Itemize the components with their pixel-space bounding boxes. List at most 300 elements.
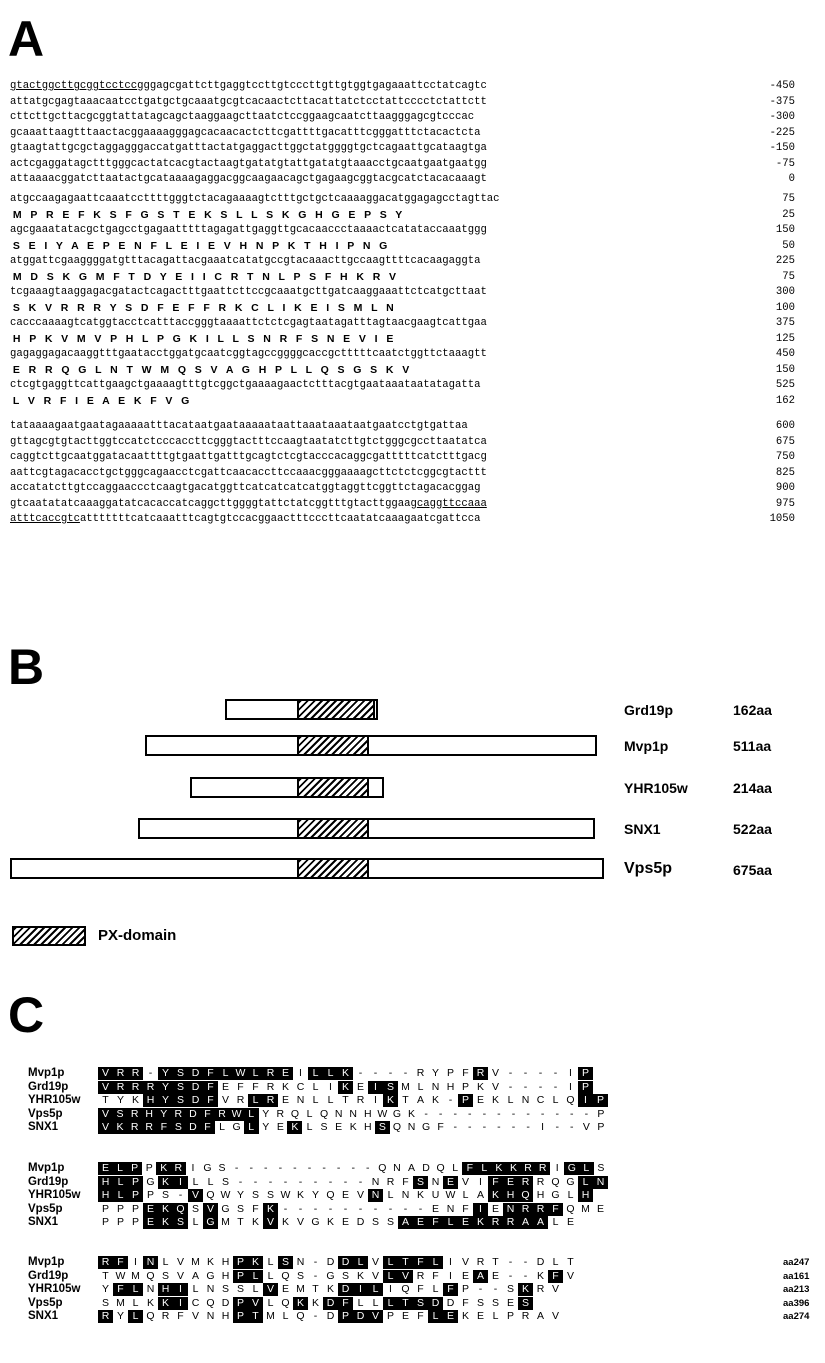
alignment-residue: Y bbox=[311, 1189, 319, 1201]
alignment-residue: N bbox=[521, 1094, 530, 1106]
alignment-residue: - bbox=[366, 1162, 370, 1174]
alignment-residue: I bbox=[473, 1203, 488, 1216]
alignment-residue: L bbox=[282, 1310, 289, 1322]
nucleotide-line: actcgaggatagctttgggcactatcacgtactaagtgatatgtattgatatgtaaacctgcaatgaatgaatgg bbox=[10, 157, 487, 170]
px-domain-hatch bbox=[297, 858, 369, 879]
panel-a-label: A bbox=[8, 11, 45, 67]
alignment-residue: F bbox=[413, 1256, 428, 1269]
alignment-residue: - bbox=[553, 1080, 558, 1093]
alignment-residue: L bbox=[207, 1175, 214, 1188]
alignment-residue: - bbox=[468, 1107, 472, 1120]
alignment-residue: K bbox=[326, 1216, 334, 1228]
alignment-residue: K bbox=[518, 1283, 533, 1296]
alignment-residue: P bbox=[128, 1189, 143, 1202]
alignment-residue: - bbox=[493, 1283, 498, 1295]
alignment-residue: D bbox=[422, 1162, 430, 1174]
alignment-residue: - bbox=[508, 1080, 513, 1093]
protein-bar-yhr105w bbox=[190, 777, 384, 798]
alignment-residue: I bbox=[173, 1283, 188, 1296]
nucleotide-line: caggtcttgcaatggatacaattttgtgaattgatttgcagtctcgtacccacaggcgatttttcatctttgacg bbox=[10, 451, 487, 463]
alignment-residue: U bbox=[431, 1189, 440, 1201]
alignment-residue: L bbox=[267, 1269, 274, 1282]
alignment-residue: M bbox=[266, 1310, 275, 1322]
alignment-residue: K bbox=[476, 1080, 484, 1093]
alignment-residue: V bbox=[491, 1067, 499, 1079]
alignment-residue: F bbox=[462, 1162, 477, 1175]
alignment-residue: - bbox=[523, 1256, 528, 1268]
amino-acid-line: S E I Y A E P E N F L E I E V H N P K T H I P N G bbox=[10, 239, 388, 252]
alignment-residue: L bbox=[252, 1283, 259, 1295]
alignment-residue: T bbox=[102, 1094, 109, 1106]
alignment-residue: - bbox=[283, 1202, 288, 1215]
alignment-residue: - bbox=[313, 1256, 318, 1268]
alignment-residue: K bbox=[536, 1269, 544, 1282]
alignment-residue: V bbox=[191, 1310, 199, 1322]
alignment-residue: Q bbox=[551, 1175, 560, 1188]
protein-name: Vps5p bbox=[624, 860, 673, 877]
protein-name: YHR105w bbox=[624, 780, 688, 796]
alignment-residue: - bbox=[555, 1121, 559, 1133]
alignment-residue: F bbox=[488, 1176, 503, 1189]
alignment-residue: Q bbox=[146, 1269, 155, 1282]
alignment-residue: E bbox=[506, 1296, 514, 1309]
alignment-residue: N bbox=[143, 1256, 158, 1269]
alignment-residue: E bbox=[335, 1121, 343, 1133]
alignment-residue: L bbox=[383, 1270, 398, 1283]
alignment-residue: M bbox=[191, 1256, 200, 1268]
sequence-position-number: 75 bbox=[782, 270, 795, 283]
alignment-residue: L bbox=[113, 1162, 128, 1175]
alignment-residue: L bbox=[372, 1296, 379, 1309]
alignment-residue: E bbox=[503, 1176, 518, 1189]
alignment-residue: W bbox=[115, 1269, 126, 1282]
alignment-end-position: aa274 bbox=[783, 1311, 810, 1322]
alignment-residue: L bbox=[353, 1256, 368, 1269]
amino-acid-line: M D S K G M F T D Y E I I C R T N L P S F H K R V bbox=[10, 270, 397, 283]
alignment-residue: L bbox=[244, 1108, 259, 1121]
alignment-residue: - bbox=[343, 1202, 348, 1215]
alignment-residue: H bbox=[446, 1080, 455, 1093]
alignment-residue: K bbox=[349, 1121, 357, 1133]
px-domain-hatch bbox=[297, 777, 369, 798]
alignment-residue: V bbox=[263, 1216, 278, 1229]
alignment-residue: V bbox=[98, 1081, 113, 1094]
alignment-residue: L bbox=[192, 1175, 199, 1188]
alignment-residue: D bbox=[185, 1121, 200, 1134]
alignment-residue: G bbox=[203, 1162, 212, 1174]
alignment-residue: - bbox=[283, 1175, 288, 1188]
alignment-residue: E bbox=[491, 1269, 499, 1282]
alignment-residue: I bbox=[578, 1094, 593, 1107]
alignment-residue: R bbox=[161, 1310, 170, 1322]
alignment-residue: E bbox=[143, 1203, 158, 1216]
alignment-residue: F bbox=[156, 1121, 171, 1134]
sequence-position-number: 1050 bbox=[769, 513, 795, 525]
alignment-residue: D bbox=[221, 1296, 230, 1309]
alignment-residue: R bbox=[276, 1107, 285, 1120]
alignment-residue: K bbox=[281, 1080, 289, 1093]
sequence-position-number: 975 bbox=[775, 497, 795, 510]
alignment-residue: Q bbox=[173, 1203, 188, 1216]
alignment-residue: K bbox=[431, 1094, 439, 1106]
sequence-position-number: 162 bbox=[775, 394, 795, 407]
alignment-residue: L bbox=[312, 1094, 319, 1106]
alignment-residue: F bbox=[177, 1310, 184, 1322]
alignment-residue: - bbox=[351, 1162, 355, 1174]
alignment-residue: - bbox=[523, 1067, 528, 1079]
alignment-residue: R bbox=[142, 1121, 157, 1134]
alignment-residue: H bbox=[221, 1269, 230, 1282]
alignment-residue: K bbox=[311, 1296, 319, 1309]
alignment-residue: H bbox=[536, 1189, 545, 1201]
alignment-residue: - bbox=[482, 1107, 487, 1120]
alignment-residue: T bbox=[402, 1094, 409, 1106]
alignment-residue: V bbox=[371, 1256, 379, 1268]
alignment-residue: N bbox=[206, 1310, 215, 1322]
alignment-residue: I bbox=[569, 1080, 572, 1093]
alignment-residue: - bbox=[478, 1283, 483, 1295]
nucleotide-line: attaaaacggatcttaatactgcataaaagaggacggcaagaacagctgagaagcggtacgcatctacacaaagt bbox=[10, 173, 487, 185]
alignment-residue: Y bbox=[236, 1189, 244, 1201]
alignment-residue: V bbox=[248, 1297, 263, 1310]
alignment-residue: P bbox=[597, 1121, 605, 1133]
alignment-residue: L bbox=[306, 1107, 313, 1120]
sequence-position-number: 825 bbox=[775, 466, 795, 479]
alignment-residue: V bbox=[263, 1283, 278, 1296]
alignment-residue: L bbox=[552, 1256, 559, 1268]
alignment-residue: Y bbox=[158, 1094, 173, 1107]
alignment-residue: R bbox=[143, 1081, 158, 1094]
alignment-residue: I bbox=[555, 1162, 559, 1174]
alignment-residue: L bbox=[312, 1080, 319, 1093]
alignment-residue: - bbox=[538, 1067, 543, 1079]
alignment-residue: I bbox=[173, 1176, 188, 1189]
alignment-residue: K bbox=[491, 1162, 506, 1175]
alignment-residue: - bbox=[388, 1067, 393, 1079]
alignment-residue: F bbox=[428, 1216, 443, 1229]
alignment-residue: - bbox=[293, 1162, 297, 1174]
alignment-residue: D bbox=[338, 1283, 353, 1296]
alignment-residue: F bbox=[462, 1296, 469, 1309]
sequence-position-number: 125 bbox=[775, 332, 795, 345]
alignment-residue: V bbox=[371, 1269, 379, 1282]
alignment-residue: K bbox=[156, 1162, 171, 1175]
alignment-residue: E bbox=[221, 1080, 229, 1093]
alignment-residue: D bbox=[536, 1256, 545, 1268]
alignment-residue: L bbox=[357, 1296, 364, 1309]
alignment-residue: H bbox=[158, 1283, 173, 1296]
alignment-residue: L bbox=[162, 1256, 169, 1268]
alignment-residue: Q bbox=[296, 1310, 305, 1322]
alignment-residue: F bbox=[417, 1283, 424, 1295]
sequence-position-number: 25 bbox=[782, 208, 795, 221]
sequence-position-number: 900 bbox=[775, 482, 795, 494]
alignment-residue: R bbox=[416, 1269, 425, 1282]
alignment-residue: F bbox=[203, 1081, 218, 1094]
alignment-residue: - bbox=[148, 1067, 153, 1079]
alignment-residue: - bbox=[497, 1107, 501, 1120]
alignment-residue: Q bbox=[566, 1094, 575, 1106]
alignment-residue: H bbox=[221, 1256, 230, 1268]
alignment-residue: M bbox=[116, 1296, 125, 1309]
alignment-residue: S bbox=[375, 1121, 390, 1134]
alignment-residue: - bbox=[234, 1162, 239, 1174]
alignment-residue: E bbox=[596, 1202, 604, 1215]
alignment-residue: P bbox=[233, 1270, 248, 1283]
alignment-residue: P bbox=[233, 1297, 248, 1310]
alignment-residue: S bbox=[101, 1296, 109, 1309]
sequence-position-number: 300 bbox=[775, 286, 795, 298]
alignment-residue: H bbox=[363, 1121, 372, 1133]
sequence-position-number: 100 bbox=[775, 301, 795, 314]
alignment-residue: - bbox=[538, 1080, 543, 1093]
alignment-end-position: aa396 bbox=[783, 1297, 810, 1309]
alignment-sequence-name: YHR105w bbox=[28, 1283, 81, 1295]
alignment-residue: - bbox=[298, 1175, 303, 1188]
alignment-residue: L bbox=[323, 1067, 338, 1080]
alignment-residue: D bbox=[356, 1216, 365, 1228]
alignment-residue: L bbox=[306, 1121, 313, 1133]
alignment-residue: E bbox=[341, 1216, 349, 1228]
alignment-residue: R bbox=[356, 1094, 365, 1106]
nucleotide-line: tataaaagaatgaatagaaaaatttacataatgaataaaaataattaaataaataatgaatcctgtgattaa bbox=[10, 420, 468, 432]
alignment-residue: Q bbox=[518, 1189, 533, 1202]
alignment-residue: M bbox=[401, 1080, 410, 1093]
alignment-residue: D bbox=[326, 1310, 335, 1322]
alignment-residue: L bbox=[452, 1162, 459, 1174]
nucleotide-line: attatgcgagtaaacaatcctgatgctgcaaatgcgtcacaactcttacattatctcctattcccctctattctt bbox=[10, 95, 487, 108]
alignment-residue: - bbox=[322, 1162, 326, 1174]
alignment-residue: V bbox=[582, 1121, 590, 1133]
alignment-residue: L bbox=[417, 1080, 424, 1093]
alignment-residue: N bbox=[349, 1107, 357, 1120]
alignment-residue: K bbox=[383, 1094, 398, 1107]
alignment-residue: E bbox=[476, 1094, 484, 1106]
protein-name: Mvp1p bbox=[624, 738, 669, 754]
alignment-residue: T bbox=[492, 1256, 499, 1268]
alignment-residue: G bbox=[206, 1269, 215, 1282]
panel-c-label: C bbox=[8, 987, 45, 1043]
alignment-residue: L bbox=[128, 1283, 143, 1296]
alignment-residue: F bbox=[443, 1283, 458, 1296]
alignment-residue: V bbox=[203, 1203, 218, 1216]
alignment-residue: - bbox=[278, 1162, 283, 1174]
alignment-residue: H bbox=[221, 1310, 230, 1322]
alignment-residue: A bbox=[407, 1162, 415, 1174]
alignment-residue: K bbox=[461, 1310, 469, 1322]
alignment-residue: - bbox=[373, 1202, 378, 1215]
alignment-residue: R bbox=[215, 1108, 230, 1121]
alignment-residue: - bbox=[570, 1107, 574, 1120]
alignment-residue: P bbox=[127, 1162, 142, 1175]
alignment-residue: N bbox=[146, 1283, 155, 1295]
alignment-residue: H bbox=[503, 1189, 518, 1202]
alignment-residue: G bbox=[232, 1121, 241, 1133]
alignment-residue: L bbox=[248, 1270, 263, 1283]
alignment-residue: D bbox=[326, 1256, 335, 1268]
alignment-residue: E bbox=[281, 1283, 289, 1295]
alignment-residue: V bbox=[98, 1108, 113, 1121]
alignment-residue: N bbox=[431, 1080, 440, 1093]
alignment-residue: P bbox=[131, 1202, 139, 1215]
alignment-residue: T bbox=[312, 1283, 319, 1295]
alignment-residue: - bbox=[424, 1107, 428, 1120]
alignment-residue: V bbox=[551, 1310, 559, 1322]
alignment-residue: E bbox=[401, 1310, 409, 1322]
px-domain-hatch bbox=[297, 735, 369, 756]
sequence-position-number: -450 bbox=[769, 80, 795, 92]
alignment-residue: R bbox=[386, 1175, 395, 1188]
alignment-residue: - bbox=[453, 1121, 457, 1133]
alignment-residue: L bbox=[579, 1162, 594, 1175]
alignment-residue: D bbox=[323, 1297, 338, 1310]
alignment-residue: - bbox=[358, 1067, 363, 1079]
alignment-residue: D bbox=[353, 1310, 368, 1323]
alignment-residue: R bbox=[266, 1080, 275, 1093]
alignment-residue: P bbox=[101, 1202, 109, 1215]
alignment-residue: R bbox=[488, 1216, 503, 1229]
alignment-residue: S bbox=[413, 1176, 428, 1189]
alignment-residue: R bbox=[171, 1162, 186, 1175]
alignment-residue: Y bbox=[116, 1310, 124, 1322]
alignment-residue: V bbox=[461, 1256, 469, 1268]
alignment-residue: L bbox=[578, 1176, 593, 1189]
alignment-residue: L bbox=[192, 1283, 199, 1295]
alignment-residue: K bbox=[248, 1256, 263, 1269]
alignment-residue: - bbox=[313, 1269, 318, 1282]
alignment-residue: G bbox=[551, 1189, 560, 1201]
nucleotide-line: cacccaaaagtcatggtacctcatttaccgggtaaaattctctcgagtaatagatttagtaacgaagtcattgaa bbox=[10, 317, 487, 329]
alignment-residue: S bbox=[518, 1297, 533, 1310]
protein-length: 675aa bbox=[733, 862, 772, 878]
alignment-residue: I bbox=[191, 1162, 195, 1174]
alignment-residue: D bbox=[338, 1256, 353, 1269]
alignment-residue: T bbox=[398, 1297, 413, 1310]
alignment-residue: - bbox=[555, 1107, 559, 1120]
alignment-residue: R bbox=[128, 1081, 143, 1094]
alignment-residue: K bbox=[146, 1296, 154, 1309]
nucleotide-line: cttcttgcttacgcggtattatagcagctaaggaagcttaatctccggaagcaatcttaagggagcgtcccac bbox=[10, 111, 475, 123]
alignment-residue: - bbox=[438, 1107, 443, 1120]
alignment-residue: E bbox=[566, 1216, 574, 1228]
alignment-residue: K bbox=[356, 1269, 364, 1282]
alignment-residue: I bbox=[353, 1283, 368, 1296]
sequence-position-number: -300 bbox=[769, 111, 795, 123]
alignment-residue: R bbox=[503, 1216, 518, 1229]
alignment-end-position: aa161 bbox=[783, 1270, 810, 1282]
alignment-residue: L bbox=[267, 1256, 274, 1268]
alignment-sequence-name: Vps5p bbox=[28, 1296, 63, 1309]
alignment-residue: N bbox=[206, 1283, 215, 1295]
alignment-residue: - bbox=[253, 1175, 258, 1188]
alignment-residue: W bbox=[229, 1108, 244, 1121]
alignment-residue: F bbox=[548, 1203, 563, 1216]
alignment-residue: S bbox=[221, 1175, 229, 1188]
alignment-residue: H bbox=[363, 1107, 372, 1120]
nucleotide-line: agcgaaatatacgctgagcctgagaatttttagagattgaggttgcacaaccctaaaactcatataccaaatggg bbox=[10, 224, 487, 236]
nucleotide-line: gcaaattaagtttaactacggaaaagggagcacaacactcttcgattttgacatttcgggatttctacactcta bbox=[10, 126, 481, 139]
sequence-position-number: 600 bbox=[775, 420, 795, 432]
alignment-residue: P bbox=[116, 1202, 124, 1215]
alignment-residue: P bbox=[145, 1162, 153, 1174]
alignment-residue: S bbox=[173, 1067, 188, 1080]
alignment-residue: - bbox=[418, 1202, 423, 1215]
alignment-residue: W bbox=[280, 1189, 291, 1201]
alignment-residue: P bbox=[146, 1189, 154, 1201]
alignment-residue: I bbox=[134, 1256, 137, 1268]
alignment-residue: K bbox=[473, 1216, 488, 1229]
nucleotide-line: gtaagtattgcgctaggagggaccatgatttactatgaggacttggctatggggtgctcagaattgcataagtga bbox=[10, 142, 487, 154]
alignment-residue: P bbox=[461, 1283, 469, 1295]
alignment-residue: S bbox=[191, 1202, 199, 1215]
alignment-residue: Y bbox=[158, 1081, 173, 1094]
alignment-residue: F bbox=[203, 1094, 218, 1107]
alignment-residue: V bbox=[296, 1216, 304, 1228]
alignment-end-position: aa247 bbox=[783, 1257, 810, 1268]
alignment-residue: P bbox=[131, 1216, 139, 1228]
alignment-sequence-name: Grd19p bbox=[28, 1269, 69, 1282]
alignment-residue: K bbox=[263, 1203, 278, 1216]
alignment-residue: G bbox=[392, 1107, 401, 1120]
alignment-residue: Y bbox=[431, 1067, 439, 1079]
alignment-residue: S bbox=[506, 1283, 514, 1295]
alignment-residue: F bbox=[113, 1256, 128, 1269]
alignment-residue: I bbox=[541, 1121, 545, 1133]
protein-name: Grd19p bbox=[624, 702, 674, 718]
alignment-residue: A bbox=[533, 1216, 548, 1229]
alignment-residue: R bbox=[98, 1310, 113, 1323]
alignment-residue: N bbox=[593, 1176, 608, 1189]
alignment-sequence-name: Mvp1p bbox=[28, 1256, 65, 1268]
alignment-residue: R bbox=[533, 1203, 548, 1216]
alignment-residue: Y bbox=[101, 1283, 109, 1295]
alignment-residue: G bbox=[311, 1216, 320, 1228]
alignment-residue: R bbox=[263, 1094, 278, 1107]
sequence-position-number: 50 bbox=[782, 239, 795, 252]
alignment-residue: D bbox=[446, 1296, 455, 1309]
alignment-residue: V bbox=[188, 1189, 203, 1202]
protein-length: 511aa bbox=[733, 738, 772, 754]
alignment-residue: R bbox=[521, 1162, 536, 1175]
alignment-residue: K bbox=[158, 1203, 173, 1216]
alignment-residue: - bbox=[313, 1310, 318, 1322]
alignment-residue: S bbox=[161, 1189, 169, 1201]
alignment-sequence-name: Grd19p bbox=[28, 1175, 69, 1188]
alignment-residue: D bbox=[428, 1297, 443, 1310]
alignment-residue: - bbox=[448, 1094, 453, 1106]
alignment-residue: - bbox=[508, 1256, 513, 1268]
alignment-residue: - bbox=[298, 1202, 303, 1215]
sequence-position-number: 0 bbox=[788, 173, 795, 185]
alignment-residue: L bbox=[244, 1121, 259, 1134]
alignment-residue: P bbox=[338, 1310, 353, 1323]
alignment-residue: R bbox=[113, 1067, 128, 1080]
alignment-residue: - bbox=[343, 1175, 348, 1188]
alignment-residue: Q bbox=[326, 1189, 335, 1201]
alignment-residue: F bbox=[432, 1269, 439, 1282]
alignment-residue: R bbox=[127, 1121, 142, 1134]
alignment-residue: R bbox=[536, 1175, 545, 1188]
alignment-residue: Y bbox=[116, 1094, 124, 1106]
alignment-sequence-name: Mvp1p bbox=[28, 1162, 65, 1174]
alignment-residue: K bbox=[338, 1081, 353, 1094]
panel-b-label: B bbox=[8, 639, 45, 695]
alignment-residue: Q bbox=[401, 1283, 410, 1295]
alignment-residue: A bbox=[416, 1094, 424, 1106]
alignment-residue: R bbox=[536, 1283, 545, 1295]
alignment-residue: C bbox=[536, 1094, 545, 1106]
alignment-residue: G bbox=[566, 1175, 575, 1188]
